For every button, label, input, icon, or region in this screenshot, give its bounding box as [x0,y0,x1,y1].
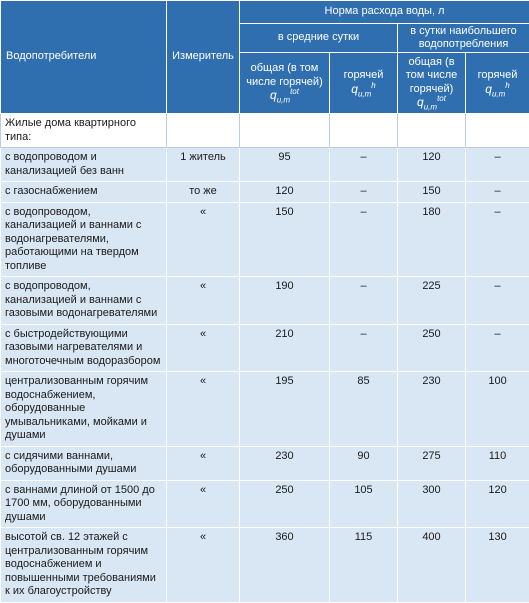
header-avg-hot [330,53,398,114]
cell-consumer: с газоснабжением [1,182,167,203]
cell-max-total [398,114,466,148]
cell-avg-total: 195 [240,372,330,447]
cell-max-hot: 130 [466,528,529,603]
cell-avg-hot: 105 [330,480,398,528]
cell-max-hot: 100 [466,372,529,447]
table-row [1,202,529,277]
header-consumer: Водопотребители [1,1,167,114]
cell-avg-total: 120 [240,182,330,203]
cell-consumer: с сидячими ваннами, оборудованными душами [1,446,167,480]
cell-avg-total: 250 [240,480,330,528]
header-norm: Норма расхода воды, л [240,1,529,24]
cell-avg-hot: – [330,182,398,203]
cell-max-total: 120 [398,148,466,182]
cell-avg-hot: 90 [330,446,398,480]
cell-consumer: централизованным горячим водоснабжением, оборудованные умывальниками, мойками и душами [1,372,167,447]
cell-max-hot: – [466,148,529,182]
cell-consumer: с водопроводом и канализацией без ванн [1,148,167,182]
cell-avg-hot: – [330,324,398,372]
cell-max-hot: 110 [466,446,529,480]
cell-meter: 1 житель [167,148,240,182]
header-max-day: в сутки наибольшего водопотребления [398,24,529,53]
cell-consumer: с ваннами длиной от 1500 до 1700 мм, оборудованными душами [1,480,167,528]
cell-consumer: с водопроводом, канализацией и ваннами с газовыми водонагревателями [1,277,167,325]
cell-meter: « [167,446,240,480]
cell-avg-total [240,114,330,148]
table-row [1,148,529,182]
cell-avg-hot: – [330,202,398,277]
cell-meter: « [167,372,240,447]
cell-max-total: 250 [398,324,466,372]
table-row [1,182,529,203]
cell-avg-hot: – [330,148,398,182]
cell-max-total: 275 [398,446,466,480]
cell-consumer: с водопроводом, канализацией и ваннами с водонагревателями, работающими на твердом топливе [1,202,167,277]
symbol-q-tot-avg: $q_{u,m}^{tot}$ [270,88,299,102]
table-row [1,277,529,325]
table-row [1,528,529,603]
cell-max-hot: – [466,182,529,203]
table-row [1,114,529,148]
cell-meter [167,114,240,148]
cell-avg-total: 190 [240,277,330,325]
symbol-q-h-max: $q_{u,m}^h$ [485,82,509,96]
header-max-total-text: общая (в том числе горячей) [406,56,458,95]
cell-meter: « [167,202,240,277]
cell-meter: « [167,324,240,372]
header-meter: Измеритель [167,1,240,114]
cell-max-total: 300 [398,480,466,528]
header-max-hot [466,53,529,114]
cell-max-hot: – [466,324,529,372]
header-max-total [398,53,466,114]
cell-avg-total: 210 [240,324,330,372]
table-body [1,114,529,603]
cell-max-total: 180 [398,202,466,277]
cell-meter: « [167,480,240,528]
cell-avg-hot [330,114,398,148]
header-avg-day: в средние сутки [240,24,398,53]
cell-meter: « [167,277,240,325]
cell-max-total: 400 [398,528,466,603]
cell-max-hot: – [466,277,529,325]
cell-avg-hot: 115 [330,528,398,603]
cell-max-hot: – [466,202,529,277]
table-row [1,372,529,447]
cell-max-total: 230 [398,372,466,447]
cell-avg-total: 230 [240,446,330,480]
table-row [1,324,529,372]
cell-max-hot [466,114,529,148]
table-row [1,480,529,528]
cell-avg-total: 360 [240,528,330,603]
cell-avg-hot: 85 [330,372,398,447]
symbol-q-h-avg: $q_{u,m}^h$ [351,82,375,96]
table-header [1,1,529,114]
header-avg-hot-text: горячей [344,69,384,81]
cell-meter: то же [167,182,240,203]
cell-max-total: 150 [398,182,466,203]
cell-consumer: Жилые дома квартирного типа: [1,114,167,148]
cell-meter: « [167,528,240,603]
cell-avg-hot: – [330,277,398,325]
header-avg-total-text: общая (в том числе горячей) [246,62,322,88]
symbol-q-tot-max: $q_{u,m}^{tot}$ [417,95,446,109]
cell-max-hot: 120 [466,480,529,528]
cell-max-total: 225 [398,277,466,325]
table-row [1,446,529,480]
cell-consumer: с быстродействующими газовыми нагревателями и многоточечным водоразбором [1,324,167,372]
cell-consumer: высотой св. 12 этажей с централизованным горячим водоснабжением и повышенными требованиями к их благоустройству [1,528,167,603]
cell-avg-total: 95 [240,148,330,182]
cell-avg-total: 150 [240,202,330,277]
header-avg-total [240,53,330,114]
header-max-hot-text: горячей [478,69,518,81]
